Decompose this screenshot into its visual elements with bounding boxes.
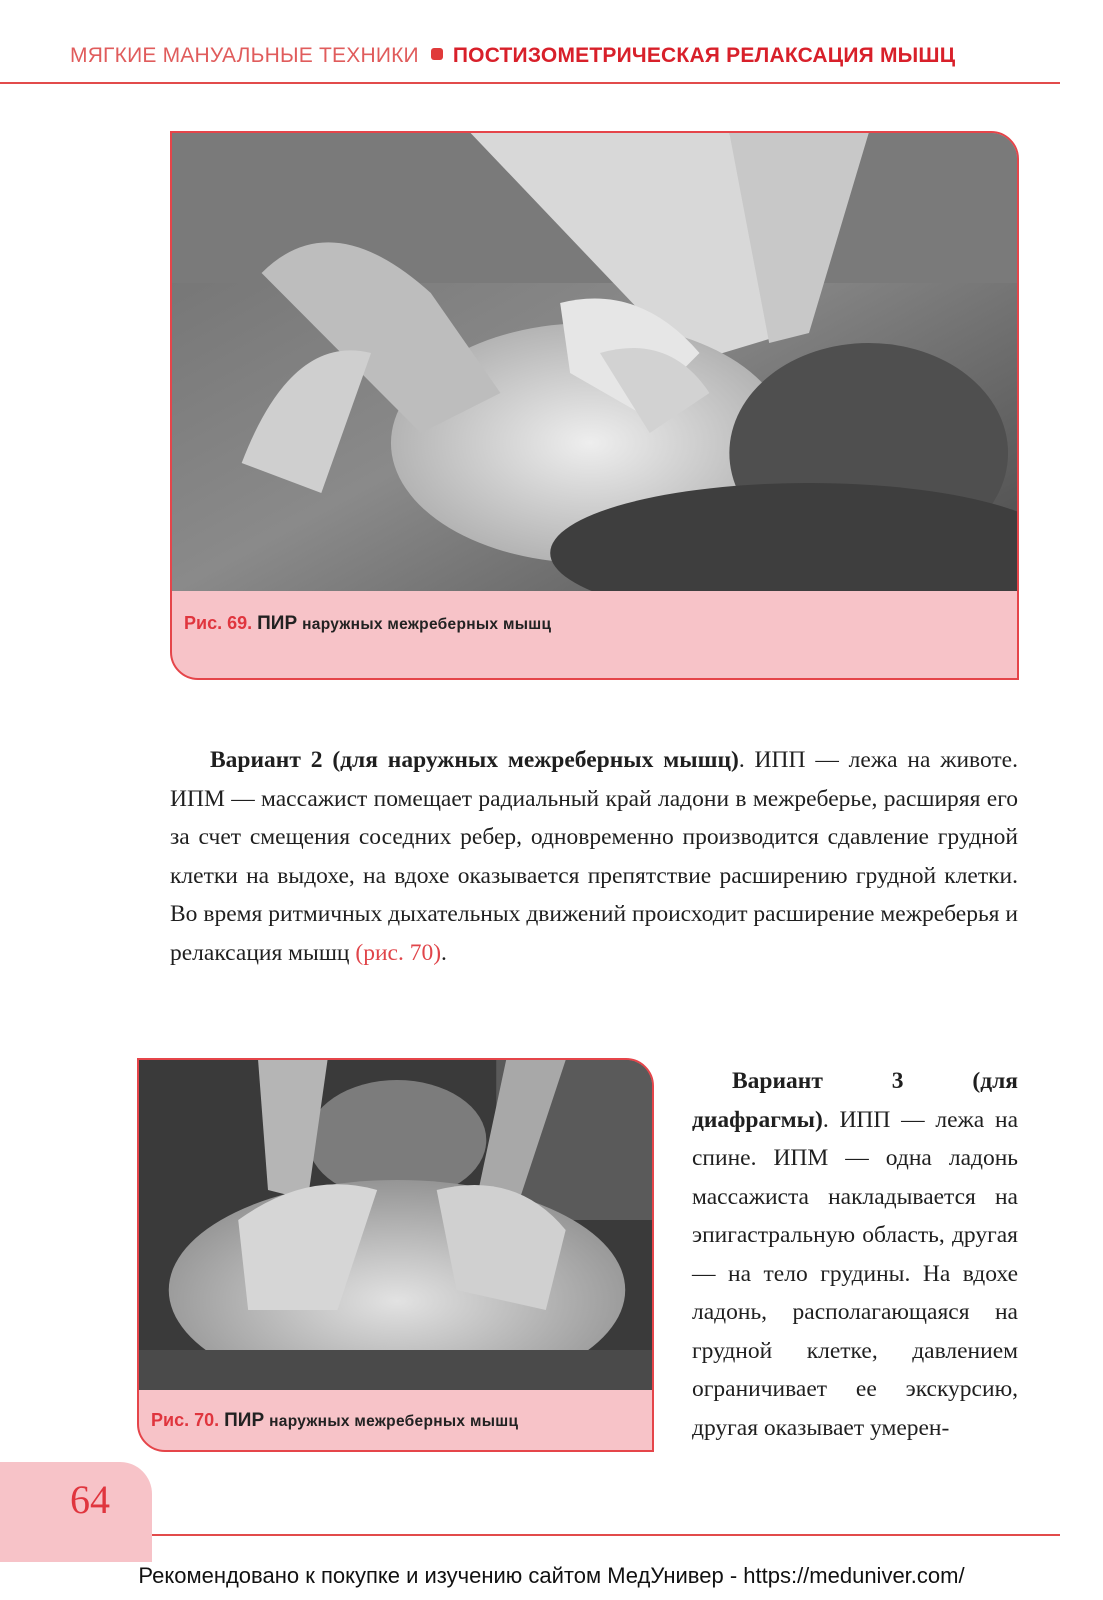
watermark: Рекомендовано к покупке и изучению сайтом МедУнивер - https://meduniver.com/: [138, 1563, 965, 1588]
variant-2-text: . ИПП — лежа на животе. ИПМ — массажист помещает радиальный край ладони в межреберье, расширяя его за счет смещения соседних ребер, одновременно производится сдавление грудной клетки на выдохе, на вдохе оказывается препятствие расширению грудной клетки. Во время ритмичных дыхательных движений происходит расширение межреберья и релаксация мышц: [170, 747, 1018, 966]
figure-label: ПИР: [257, 613, 298, 634]
figure-70-caption: [151, 1410, 518, 1432]
figure-number: Рис. 69.: [184, 613, 253, 633]
figure-number: Рис. 70.: [151, 1410, 220, 1430]
variant-2-heading: Вариант 2 (для наружных межреберных мышц): [210, 747, 739, 773]
footer-rule: [152, 1534, 1060, 1536]
figure-69: [170, 131, 1019, 680]
variant-3-heading: Вариант 3 (для диафрагмы): [692, 1068, 1018, 1133]
figure-label: ПИР: [224, 1410, 265, 1431]
variant-2-end: .: [441, 939, 447, 966]
paragraph-variant-2: [170, 741, 1018, 972]
figure-70-photo: [139, 1060, 652, 1390]
massage-photo-image: [172, 133, 1017, 591]
variant-3-text: . ИПП — лежа на спине. ИПМ — одна ладонь массажиста накладывается на эпигастральную область, другая — на тело грудины. На вдохе ладонь, располагающаяся на грудной клетке, давлением ограничивает ее экскурсию, другая оказывает умерен-: [692, 1106, 1018, 1441]
figure-70: [137, 1058, 654, 1452]
header-rule: [0, 82, 1060, 84]
running-header: [70, 44, 1060, 84]
chapter-title: ПОСТИЗОМЕТРИЧЕСКАЯ РЕЛАКСАЦИЯ МЫШЦ: [452, 44, 956, 67]
figure-69-photo: [172, 133, 1017, 591]
figure-caption-text: наружных межреберных мышц: [302, 616, 552, 633]
figure-reference-link[interactable]: (рис. 70): [355, 939, 442, 966]
massage-photo-image: [139, 1060, 652, 1390]
page-number: 64: [70, 1477, 110, 1522]
figure-69-caption: [184, 613, 551, 635]
paragraph-variant-3: [692, 1062, 1018, 1447]
figure-caption-text: наружных межреберных мышц: [269, 1413, 519, 1430]
bullet-icon: [431, 48, 443, 60]
section-title: МЯГКИЕ МАНУАЛЬНЫЕ ТЕХНИКИ: [70, 44, 419, 67]
